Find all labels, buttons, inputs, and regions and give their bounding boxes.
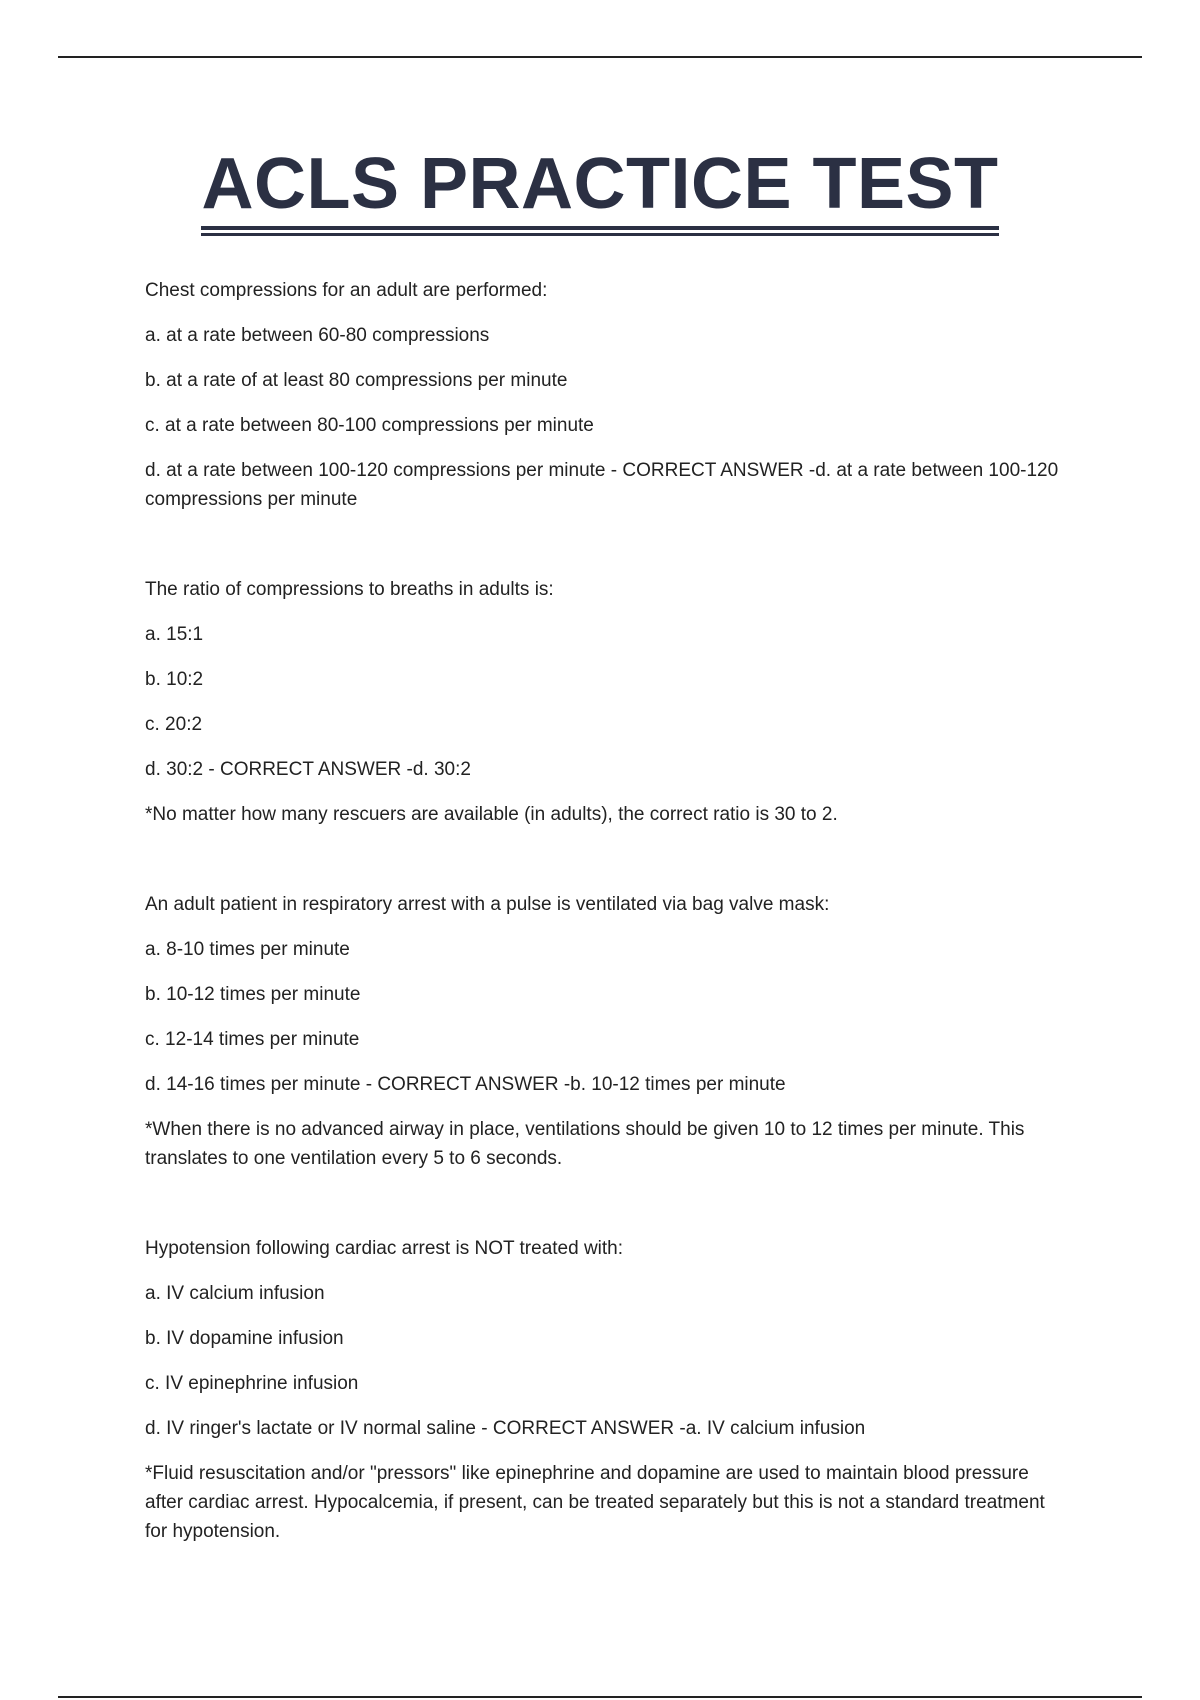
answer-option-d: d. at a rate between 100-120 compressions per minute - CORRECT ANSWER -d. at a rate between 100-120 compressions per minute: [145, 460, 1059, 510]
answer-option-b: b. IV dopamine infusion: [145, 1328, 344, 1349]
question-text: Chest compressions for an adult are performed:: [145, 280, 548, 301]
answer-option-a: a. 8-10 times per minute: [145, 939, 350, 960]
question-text: An adult patient in respiratory arrest with a pulse is ventilated via bag valve mask:: [145, 894, 830, 915]
explanation-note: *No matter how many rescuers are available (in adults), the correct ratio is 30 to 2.: [145, 804, 838, 825]
answer-option-a: a. at a rate between 60-80 compressions: [145, 325, 490, 346]
questions-content: [145, 276, 1065, 1607]
answer-option-d: d. 30:2 - CORRECT ANSWER -d. 30:2: [145, 759, 471, 780]
question-block-3: [145, 890, 1065, 1173]
document-title: ACLS PRACTICE TEST: [201, 148, 998, 230]
answer-option-a: a. IV calcium infusion: [145, 1283, 325, 1304]
question-text: The ratio of compressions to breaths in adults is:: [145, 579, 554, 600]
top-rule: [58, 56, 1142, 58]
question-block-2: [145, 575, 1065, 829]
explanation-note: *Fluid resuscitation and/or "pressors" like epinephrine and dopamine are used to maintain blood pressure after cardiac arrest. Hypocalcemia, if present, can be treated separately but this is not a standard treatment for hypotension.: [145, 1463, 1045, 1542]
answer-option-c: c. IV epinephrine infusion: [145, 1373, 359, 1394]
answer-option-d: d. 14-16 times per minute - CORRECT ANSWER -b. 10-12 times per minute: [145, 1074, 786, 1095]
answer-option-c: c. 12-14 times per minute: [145, 1029, 360, 1050]
answer-option-d: d. IV ringer's lactate or IV normal saline - CORRECT ANSWER -a. IV calcium infusion: [145, 1418, 866, 1439]
explanation-note: *When there is no advanced airway in place, ventilations should be given 10 to 12 times per minute. This translates to one ventilation every 5 to 6 seconds.: [145, 1119, 1025, 1169]
bottom-rule: [58, 1696, 1142, 1698]
answer-option-c: c. 20:2: [145, 714, 203, 735]
question-text: Hypotension following cardiac arrest is NOT treated with:: [145, 1238, 624, 1259]
answer-option-b: b. at a rate of at least 80 compressions per minute: [145, 370, 568, 391]
question-block-1: [145, 276, 1065, 514]
answer-option-a: a. 15:1: [145, 624, 204, 645]
answer-option-c: c. at a rate between 80-100 compressions per minute: [145, 415, 594, 436]
title-container: [0, 144, 1200, 230]
answer-option-b: b. 10:2: [145, 669, 204, 690]
question-block-4: [145, 1234, 1065, 1546]
answer-option-b: b. 10-12 times per minute: [145, 984, 361, 1005]
